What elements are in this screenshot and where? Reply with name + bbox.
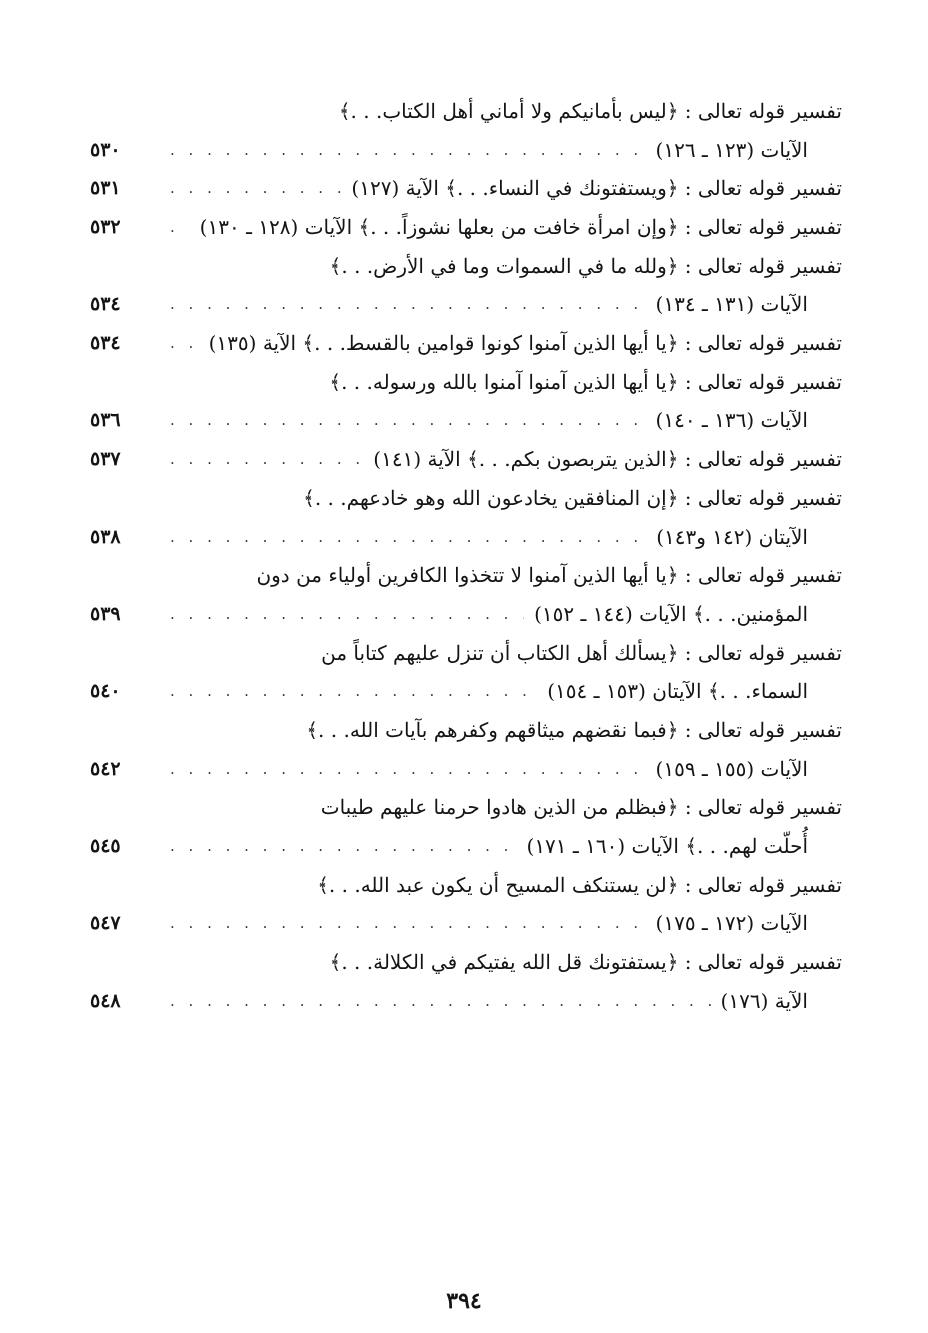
toc-line [90,711,842,750]
toc-entry-text: تفسير قوله تعالى : ﴿يسألك أهل الكتاب أن تنزل عليهم كتاباً من [321,640,842,665]
toc-line [90,402,842,441]
toc-entry-text: الآيتان (١٤٢ و١٤٣) [656,524,808,549]
toc-line [90,363,842,402]
toc-line [90,518,842,557]
toc-line [90,285,842,324]
toc-page-number: ٥٣٦ [90,409,121,432]
toc-entry-text: أُحلّت لهم. . .﴾ الآيات (١٦٠ ـ ١٧١) [526,834,808,859]
dot-leader [170,518,646,557]
toc-page-number: ٥٤٢ [90,757,121,780]
toc-page-number: ٥٣٩ [90,602,121,625]
toc-line [90,131,842,170]
dot-leader [170,169,341,208]
toc-page-number: ٥٤٧ [90,912,121,935]
dot-leader [170,401,646,440]
toc-line [90,556,842,595]
dot-leader [170,750,646,789]
toc-page-number: ٥٤٥ [90,835,121,858]
toc-page-number: ٥٣٤ [90,332,121,355]
toc-line [90,866,842,905]
toc-line [90,324,842,363]
toc-entry-text: الآيات (١٥٥ ـ ١٥٩) [655,756,808,781]
toc-entry-text: الآيات (١٣١ ـ ١٣٤) [655,292,808,317]
toc-line [90,169,842,208]
dot-leader [170,904,646,943]
toc-page-number: ٥٣٠ [90,138,121,161]
toc-entry-text: المؤمنين. . .﴾ الآيات (١٤٤ ـ ١٥٢) [534,601,808,626]
toc-page-number: ٥٤٨ [90,989,121,1012]
dot-leader [170,827,517,866]
dot-leader [170,285,646,324]
dot-leader [170,131,646,170]
toc-entry-text: الآيات (١٣٦ ـ ١٤٠) [655,408,808,433]
dot-leader [170,595,524,634]
toc-line [90,788,842,827]
toc-entry-text: تفسير قوله تعالى : ﴿ويستفتونك في النساء. . .﴾ الآية (١٢٧) [351,176,842,201]
toc-entry-text: السماء. . .﴾ الآيتان (١٥٣ ـ ١٥٤) [547,679,808,704]
toc-entry-text: الآية (١٧٦) [720,988,808,1013]
toc-line [90,634,842,673]
toc-line [90,595,842,634]
toc-line [90,982,842,1021]
dot-leader [170,672,537,711]
toc-entry-text: الآيات (١٧٢ ـ ١٧٥) [655,911,808,936]
dot-leader [170,982,711,1021]
toc-line [90,208,842,247]
toc-entry-text: تفسير قوله تعالى : ﴿الذين يتربصون بكم. . .﴾ الآية (١٤١) [373,447,842,472]
toc-entry-text: تفسير قوله تعالى : ﴿لن يستنكف المسيح أن يكون عبد الله. . .﴾ [317,872,842,897]
toc-entry-text: تفسير قوله تعالى : ﴿يستفتونك قل الله يفتيكم في الكلالة. . .﴾ [329,950,842,975]
dot-leader [170,208,190,247]
toc-entry-text: تفسير قوله تعالى : ﴿فبما نقضهم ميثاقهم وكفرهم بآيات الله. . .﴾ [306,717,842,742]
toc-entry-text: تفسير قوله تعالى : ﴿ولله ما في السموات وما في الأرض. . .﴾ [329,253,842,278]
toc-entry-text: تفسير قوله تعالى : ﴿إن المنافقين يخادعون الله وهو خادعهم. . .﴾ [303,485,842,510]
toc-page-number: ٥٣١ [90,177,121,200]
toc-page-number: ٥٣٢ [90,216,121,239]
toc-page-number: ٥٣٤ [90,293,121,316]
toc-line [90,247,842,286]
toc-line [90,943,842,982]
toc-entry-text: الآيات (١٢٣ ـ ١٢٦) [655,137,808,162]
toc-entry-text: تفسير قوله تعالى : ﴿ليس بأمانيكم ولا أماني أهل الكتاب. . .﴾ [338,98,842,123]
toc-entry-text: تفسير قوله تعالى : ﴿وإن امرأة خافت من بعلها نشوزاً. . .﴾ الآيات (١٢٨ ـ ١٣٠) [199,215,842,240]
toc-line [90,92,842,131]
toc-entry-text: تفسير قوله تعالى : ﴿يا أيها الذين آمنوا كونوا قوامين بالقسط. . .﴾ الآية (١٣٥) [208,331,842,356]
toc-page-number: ٥٣٧ [90,448,121,471]
toc-line [90,827,842,866]
toc-page-number: ٥٤٠ [90,680,121,703]
toc-line [90,904,842,943]
toc-line [90,750,842,789]
toc-page-number: ٥٣٨ [90,525,121,548]
table-of-contents [90,92,842,1021]
page-number: ٣٩٤ [446,1288,482,1314]
toc-entry-text: تفسير قوله تعالى : ﴿يا أيها الذين آمنوا آمنوا بالله ورسوله. . .﴾ [329,369,842,394]
toc-entry-text: تفسير قوله تعالى : ﴿فبظلم من الذين هادوا حرمنا عليهم طيبات [320,795,842,820]
toc-line [90,672,842,711]
dot-leader [170,324,199,363]
toc-line [90,440,842,479]
toc-line [90,479,842,518]
toc-entry-text: تفسير قوله تعالى : ﴿يا أيها الذين آمنوا لا تتخذوا الكافرين أولياء من دون [256,563,842,588]
dot-leader [170,440,363,479]
